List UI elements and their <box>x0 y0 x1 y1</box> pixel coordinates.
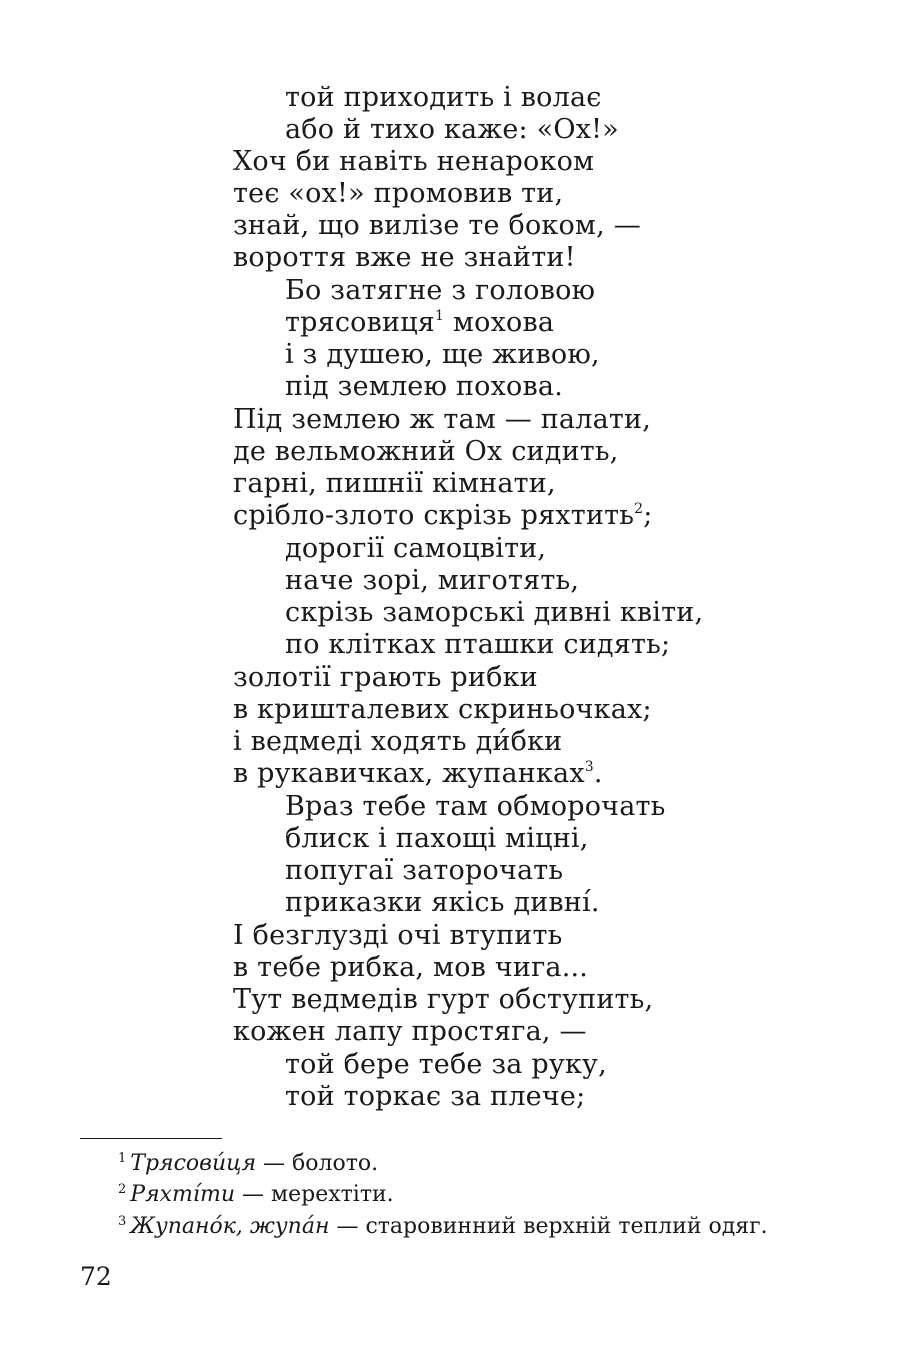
poem-line: Тут ведмедів гурт обступить, <box>233 984 654 1015</box>
poem-line-text: срібло-злото скрізь ряхтить <box>233 500 635 531</box>
poem-line: де вельможний Ох сидить, <box>233 436 619 467</box>
poem-line: або й тихо каже: «Ох!» <box>285 114 619 145</box>
poem-line: і ведмеді ходять ди́бки <box>233 726 563 757</box>
poem-line-text: трясовиця <box>285 307 436 338</box>
footnote <box>118 1181 394 1209</box>
poem-line: попугаї заторочать <box>285 855 564 886</box>
footnote-definition: — болото. <box>256 1151 379 1176</box>
footnote-definition: — мерехтіти. <box>235 1182 394 1207</box>
poem-line: теє «ох!» промовив ти, <box>233 178 564 209</box>
footnote-ref: 1 <box>435 308 445 324</box>
poem-line: той торкає за плече; <box>285 1081 586 1112</box>
poem-line-text: в рукавичках, жупанках <box>233 758 585 789</box>
poem-line: в кришталевих скриньочках; <box>233 694 652 725</box>
footnote <box>118 1213 768 1241</box>
footnote-ref: 2 <box>634 501 644 517</box>
poem-line-tail: мохова <box>444 307 555 338</box>
poem-line: той приходить і волає <box>285 82 602 113</box>
footnote-definition: — старовинний верхній теплий одяг. <box>329 1214 768 1239</box>
poem-line: гарні, пишнії кімнати, <box>233 468 556 499</box>
poem-line: знай, що вилізе те боком, — <box>233 210 641 241</box>
footnote-number: 1 <box>118 1151 127 1166</box>
footnote-divider <box>80 1138 222 1139</box>
page-number: 72 <box>80 1262 112 1291</box>
poem-line: наче зорі, миготять, <box>285 565 580 596</box>
poem-line: той бере тебе за руку, <box>285 1049 607 1080</box>
footnote <box>118 1150 378 1178</box>
footnote-number: 3 <box>118 1214 127 1229</box>
poem-line-tail: ; <box>643 500 653 531</box>
poem-line: блиск і пахощі міцні, <box>285 823 589 854</box>
poem-line: кожен лапу простяга, — <box>233 1016 587 1047</box>
poem-line: скрізь заморські дивні квіти, <box>285 597 704 628</box>
poem-line-tail: . <box>593 758 603 789</box>
poem-line: дорогії самоцвіти, <box>285 533 547 564</box>
poem-line: в тебе рибка, мов чига... <box>233 952 589 983</box>
footnote-number: 2 <box>118 1182 127 1197</box>
poem-line: Враз тебе там обморочать <box>285 791 666 822</box>
footnote-ref: 3 <box>584 759 594 775</box>
poem-line: вороття вже не знайти! <box>233 242 576 273</box>
poem-line <box>233 500 653 532</box>
footnote-term: Ряхті́ти <box>130 1182 235 1207</box>
poem-line: по клітках пташки сидять; <box>285 629 671 660</box>
footnote-term: Трясови́ця <box>130 1151 257 1176</box>
poem-line: Під землею ж там — палати, <box>233 404 651 435</box>
poem-line: під землею похова. <box>285 371 563 402</box>
poem-line <box>285 307 554 339</box>
poem-line: І безглузді очі втупить <box>233 920 563 951</box>
poem-line: Бо затягне з головою <box>285 275 596 306</box>
poem-line: золотії грають рибки <box>233 662 538 693</box>
poem-line: і з душею, ще живою, <box>285 339 600 370</box>
poem-line <box>233 758 603 790</box>
footnote-term: Жупано́к, жупа́н <box>130 1214 330 1239</box>
poem-line: приказки якісь дивні́. <box>285 887 600 918</box>
poem-line: Хоч би навіть ненароком <box>233 146 595 177</box>
